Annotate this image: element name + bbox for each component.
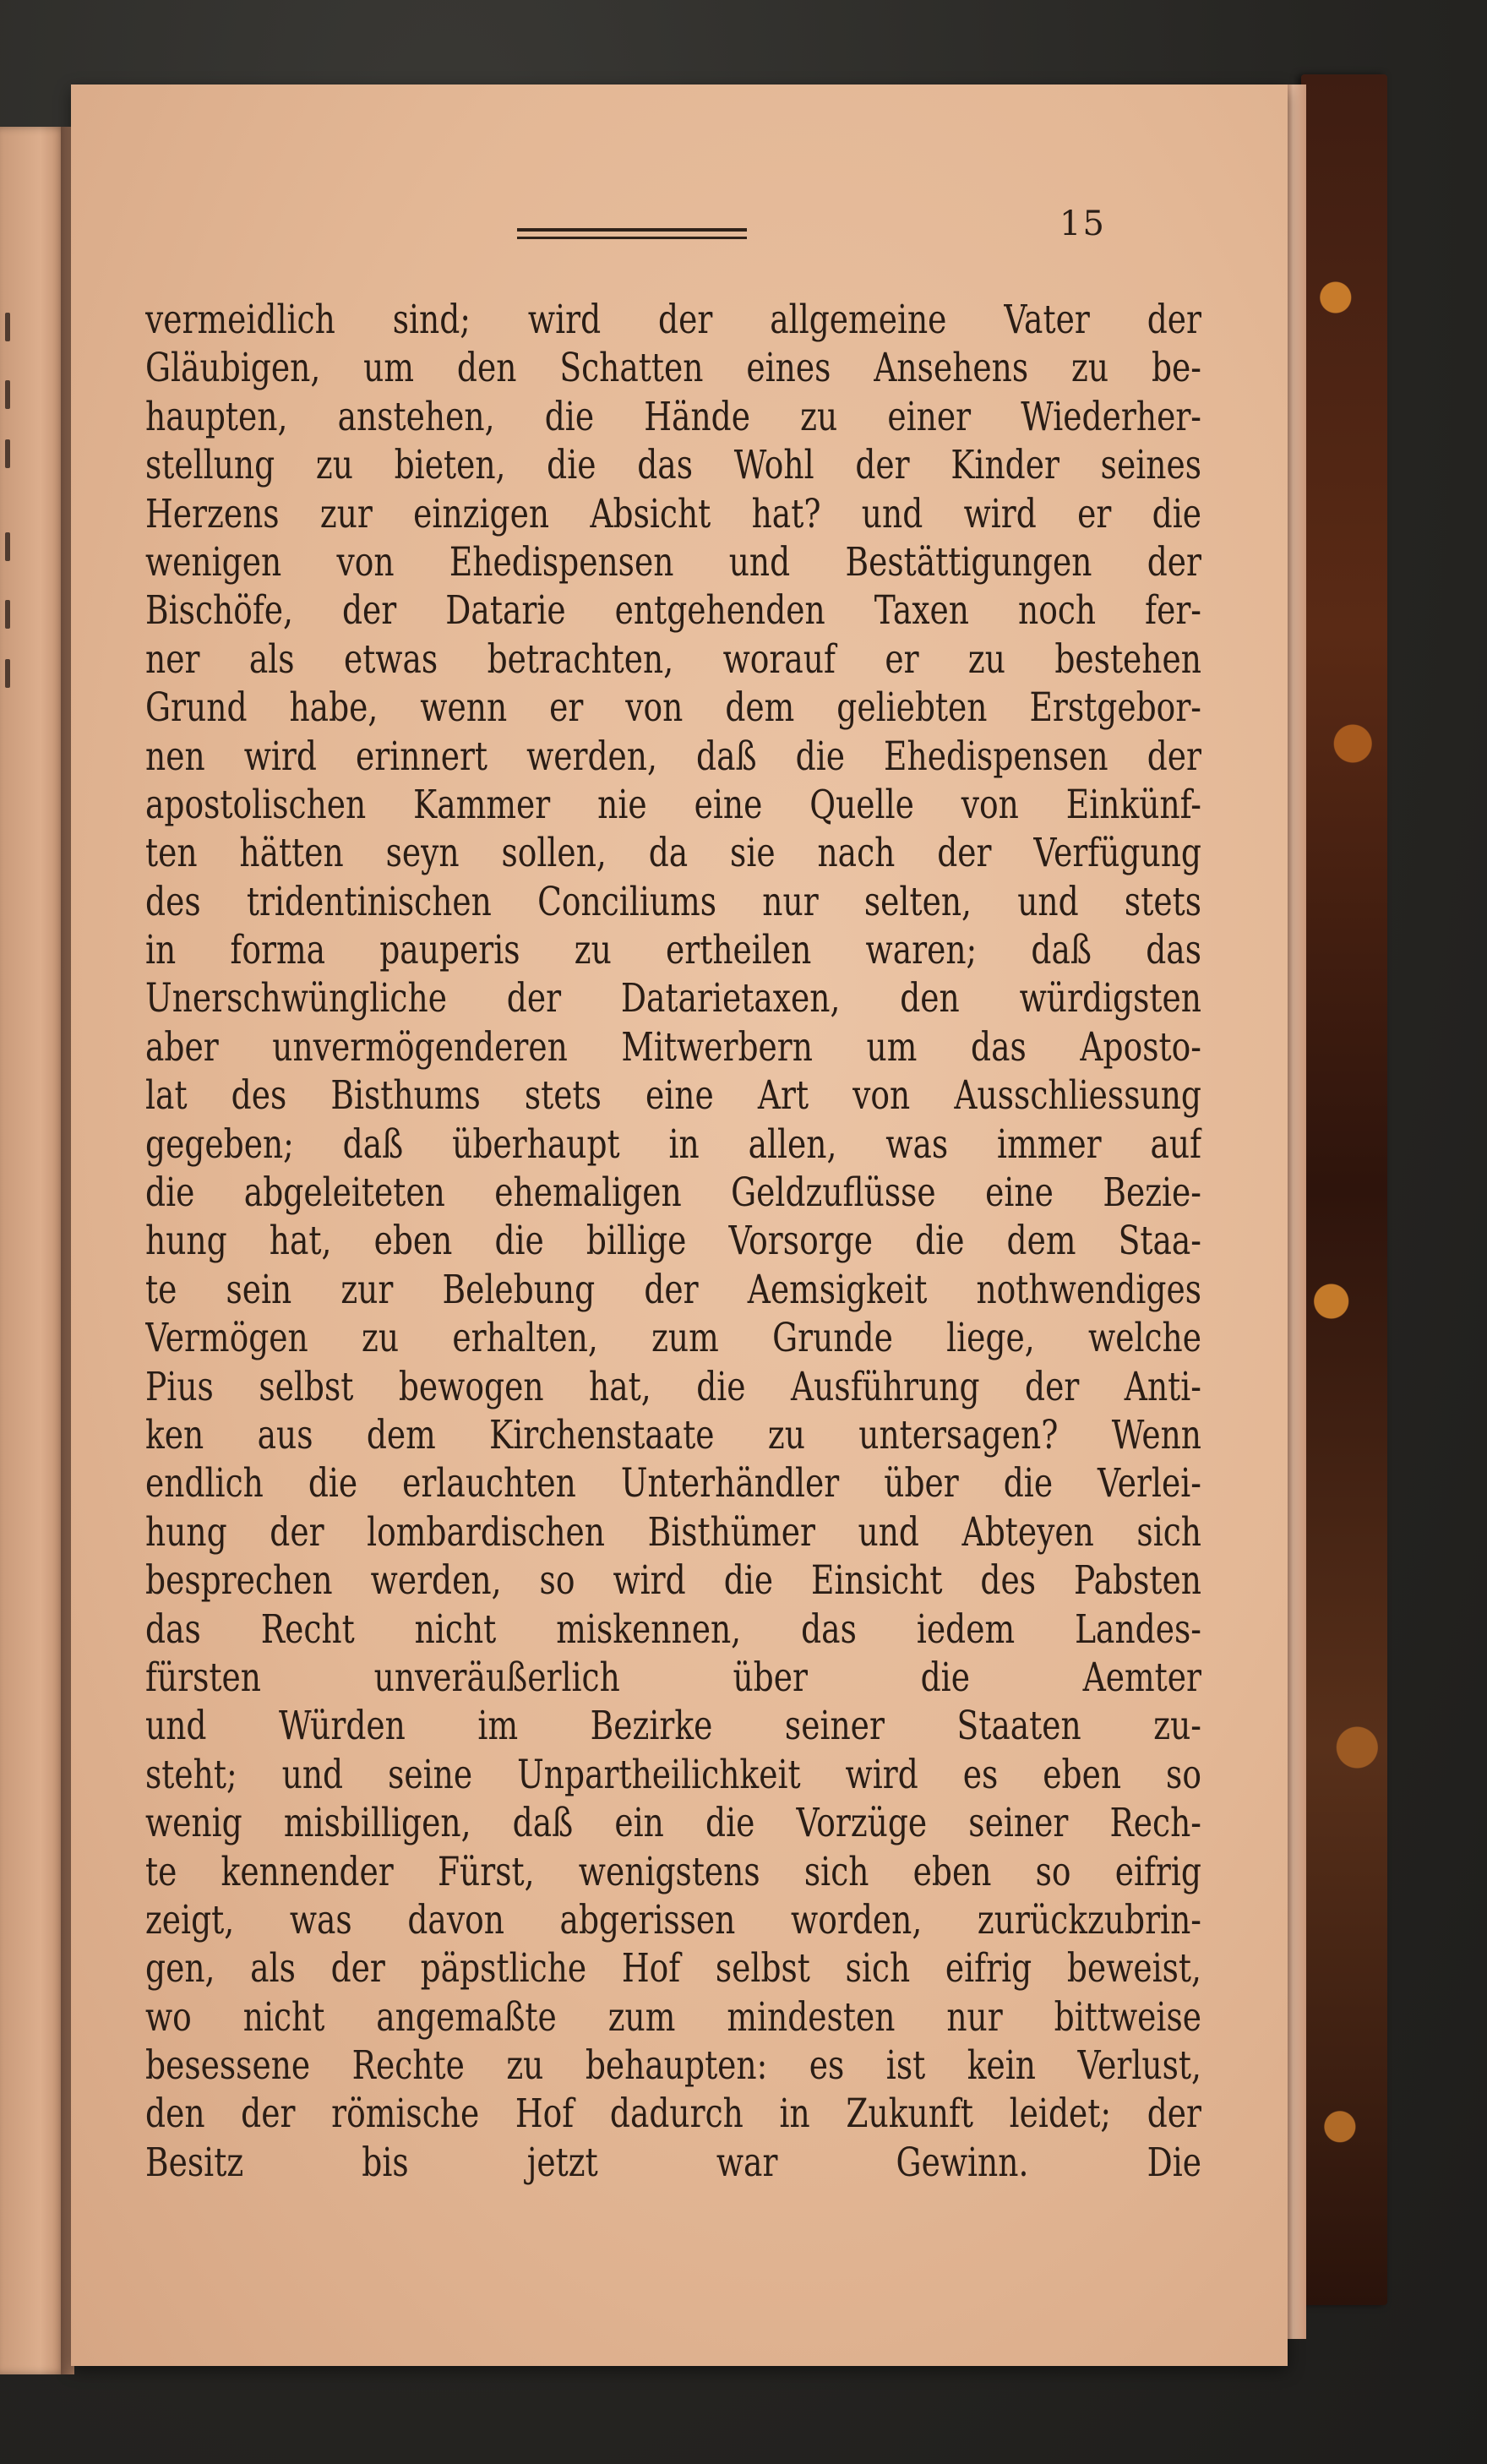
body-text (145, 296, 1201, 2187)
text-line: Gläubigen, um den Schatten eines Ansehens zu be- (145, 345, 1201, 392)
text-line: zeigt, was davon abgerissen worden, zurückzubrin- (145, 1896, 1201, 1943)
header-rule (517, 228, 747, 239)
text-line: te sein zur Belebung der Aemsigkeit nothwendiges (145, 1266, 1201, 1313)
text-line: die abgeleiteten ehemaligen Geldzuflüsse eine Bezie- (145, 1169, 1201, 1217)
text-line: den der römische Hof dadurch in Zukunft leidet; der (145, 2091, 1201, 2138)
text-line: gegeben; daß überhaupt in allen, was immer auf (145, 1120, 1201, 1168)
text-line: gen, als der päpstliche Hof selbst sich eifrig beweist, (145, 1945, 1201, 1992)
text-line: Grund habe, wenn er von dem geliebten Erstgebor- (145, 684, 1201, 732)
text-line: in forma pauperis zu ertheilen waren; daß das (145, 927, 1201, 974)
text-line: apostolischen Kammer nie eine Quelle von Einkünf- (145, 781, 1201, 828)
text-line: besprechen werden, so wird die Einsicht des Pabsten (145, 1557, 1201, 1605)
text-line: aber unvermögenderen Mitwerbern um das Aposto- (145, 1023, 1201, 1071)
text-line: wenigen von Ehedispensen und Bestättigungen der (145, 538, 1201, 586)
text-line: des tridentinischen Conciliums nur selten, und stets (145, 878, 1201, 925)
text-line: lat des Bisthums stets eine Art von Ausschliessung (145, 1072, 1201, 1120)
text-line: Bischöfe, der Datarie entgehenden Taxen noch fer- (145, 587, 1201, 635)
text-line: steht; und seine Unpartheilichkeit wird es eben so (145, 1751, 1201, 1798)
book-page (71, 84, 1288, 2366)
page-number: 15 (1059, 204, 1106, 243)
text-line: endlich die erlauchten Unterhändler über die Verlei- (145, 1460, 1201, 1507)
text-line: wenig misbilligen, daß ein die Vorzüge seiner Rech- (145, 1800, 1201, 1847)
text-line: stellung zu bieten, die das Wohl der Kinder seines (145, 442, 1201, 489)
facing-page-text-fragments (0, 127, 17, 2374)
text-line: und Würden im Bezirke seiner Staaten zu- (145, 1703, 1201, 1750)
text-line: fürsten unveräußerlich über die Aemter (145, 1654, 1201, 1701)
text-line: ken aus dem Kirchenstaate zu untersagen? Wenn (145, 1411, 1201, 1458)
text-line: haupten, anstehen, die Hände zu einer Wiederher- (145, 393, 1201, 440)
text-line: hung der lombardischen Bisthümer und Abteyen sich (145, 1508, 1201, 1556)
text-line-last: Besitz bis jetzt war Gewinn. Die (145, 2139, 1201, 2186)
text-line: wo nicht angemaßte zum mindesten nur bittweise (145, 1993, 1201, 2041)
text-line: besessene Rechte zu behaupten: es ist kein Verlust, (145, 2042, 1201, 2090)
text-line: Vermögen zu erhalten, zum Grunde liege, welche (145, 1315, 1201, 1362)
text-line: ner als etwas betrachten, worauf er zu bestehen (145, 635, 1201, 683)
marbled-cover-board (1301, 74, 1387, 2305)
text-line: Pius selbst bewogen hat, die Ausführung der Anti- (145, 1363, 1201, 1410)
text-line: vermeidlich sind; wird der allgemeine Vater der (145, 297, 1201, 343)
text-line: hung hat, eben die billige Vorsorge die dem Staa- (145, 1218, 1201, 1265)
text-line: Unerschwüngliche der Datarietaxen, den würdigsten (145, 975, 1201, 1022)
text-line: nen wird erinnert werden, daß die Ehedispensen der (145, 733, 1201, 780)
text-line: Herzens zur einzigen Absicht hat? und wird er die (145, 490, 1201, 537)
text-line: das Recht nicht miskennen, das iedem Landes- (145, 1605, 1201, 1653)
text-line: ten hätten seyn sollen, da sie nach der Verfügung (145, 830, 1201, 877)
text-line: te kennender Fürst, wenigstens sich eben so eifrig (145, 1848, 1201, 1895)
